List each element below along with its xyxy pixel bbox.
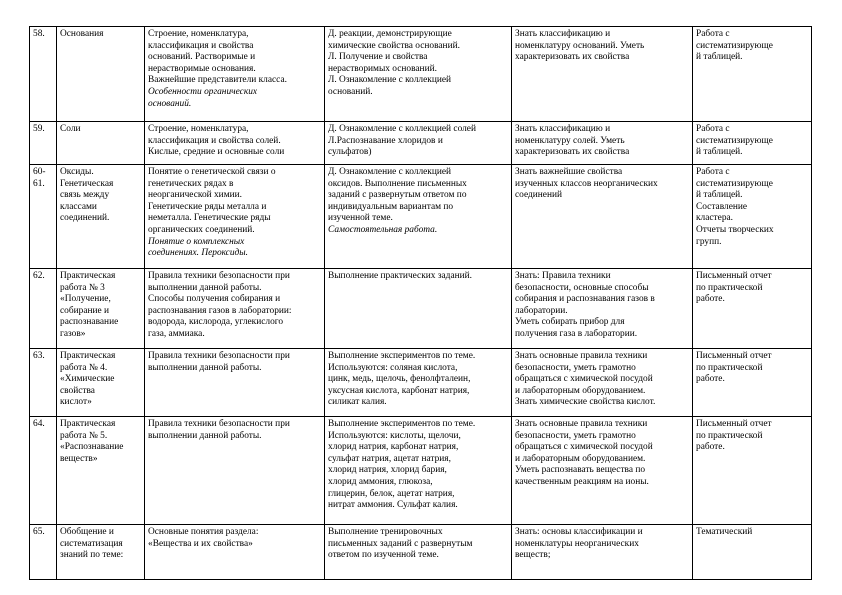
- control-form-cell: [693, 349, 812, 417]
- table-row: [30, 349, 812, 417]
- control-form-cell: [693, 27, 812, 122]
- lesson-content-line: Основные понятия раздела:: [148, 527, 259, 537]
- learning-requirements-line: Знать основные правила техники: [515, 419, 648, 429]
- lesson-activities-line: Используются: соляная кислота,: [328, 362, 458, 373]
- lesson-activities-line: Л. Ознакомление с коллекцией: [328, 75, 452, 86]
- lesson-topic-line: работа № 4.: [60, 362, 108, 373]
- lesson-activities-line: Л. Получение и свойства: [328, 52, 428, 63]
- lesson-content-cell: [145, 525, 325, 580]
- learning-requirements-line: Знать: основы классификации и: [515, 527, 643, 537]
- control-form-line: систематизирующе: [696, 135, 773, 146]
- table-row: [30, 417, 812, 525]
- lesson-content-line: оснований. Растворимые и: [148, 52, 256, 63]
- lesson-activities-line: индивидуальным вариантам по: [328, 201, 454, 212]
- lesson-activities-line: оснований.: [328, 86, 373, 97]
- learning-requirements-line: обращаться с химической посудой: [515, 374, 653, 385]
- lesson-topic-line: «Распознавание: [60, 442, 124, 453]
- learning-requirements-line: и лабораторным оборудованием.: [515, 453, 646, 464]
- lesson-content-line: Строение, номенклатура,: [148, 29, 249, 39]
- lesson-number-cell: [30, 269, 57, 349]
- lesson-topic-line: веществ»: [60, 453, 98, 464]
- lesson-plan-table: [29, 26, 812, 580]
- lesson-number-cell: [30, 122, 57, 165]
- control-form-line: по практической: [696, 282, 763, 293]
- lesson-activities-cell: [325, 269, 512, 349]
- table-row: [30, 165, 812, 269]
- lesson-number: 61.: [33, 178, 45, 189]
- lesson-topic-line: классами: [60, 201, 97, 212]
- control-form-cell: [693, 165, 812, 269]
- learning-requirements-line: изученных классов неорганических: [515, 178, 658, 189]
- lesson-content-cell: [145, 165, 325, 269]
- table-row: [30, 27, 812, 122]
- lesson-topic-line: Практическая: [60, 271, 116, 281]
- table-row: [30, 269, 812, 349]
- control-form-line: Составление: [696, 201, 748, 212]
- lesson-activities-line: нитрат аммония. Сульфат калия.: [328, 500, 458, 511]
- lesson-activities-line: оксидов. Выполнение письменных: [328, 178, 467, 189]
- control-form-line: Работа с: [696, 167, 730, 177]
- control-form-line: кластера.: [696, 213, 734, 224]
- control-form-cell: [693, 269, 812, 349]
- lesson-topic-line: «Получение,: [60, 294, 111, 305]
- learning-requirements-line: Знать основные правила техники: [515, 351, 648, 361]
- lesson-topic-line: собирание и: [60, 305, 110, 316]
- lesson-activities-line: изученной теме.: [328, 213, 393, 224]
- lesson-activities-line: уксусная кислота, карбонат натрия,: [328, 385, 470, 396]
- control-form-line: работе.: [696, 294, 725, 305]
- lesson-activities-line: цинк, медь, щелочь, фенолфталеин,: [328, 374, 471, 385]
- lesson-content-line: Правила техники безопасности при: [148, 271, 290, 281]
- learning-requirements-line: собирания и распознавания газов в: [515, 294, 655, 305]
- lesson-content-cell: [145, 417, 325, 525]
- learning-requirements-line: веществ;: [515, 550, 551, 561]
- lesson-activities-line: глицерин, белок, ацетат натрия,: [328, 488, 455, 499]
- lesson-content-cell: [145, 269, 325, 349]
- learning-requirements-line: получения газа в лаборатории.: [515, 328, 638, 339]
- control-form-line: систематизирующе: [696, 178, 773, 189]
- learning-requirements-line: Знать классификацию и: [515, 29, 611, 39]
- lesson-topic-line: связь между: [60, 190, 110, 201]
- lesson-topic-line: Обобщение и: [60, 527, 114, 537]
- learning-requirements-line: обращаться с химической посудой: [515, 442, 653, 453]
- lesson-number: 63.: [33, 351, 45, 361]
- control-form-line: работе.: [696, 442, 725, 453]
- lesson-topic-line: Основания: [60, 29, 104, 39]
- lesson-topic-line: систематизация: [60, 538, 123, 549]
- learning-requirements-cell: [512, 27, 693, 122]
- lesson-content-line: Строение, номенклатура,: [148, 124, 249, 134]
- table-row: [30, 122, 812, 165]
- lesson-content-line: Особенности органических: [148, 86, 258, 97]
- lesson-activities-line: хлорид натрия, карбонат натрия,: [328, 442, 459, 453]
- lesson-content-line: Понятие о комплексных: [148, 236, 245, 247]
- control-form-line: по практической: [696, 430, 763, 441]
- lesson-topic-line: газов»: [60, 328, 86, 339]
- lesson-activities-line: силикат калия.: [328, 397, 387, 408]
- learning-requirements-line: безопасности, уметь грамотно: [515, 430, 636, 441]
- learning-requirements-cell: [512, 417, 693, 525]
- learning-requirements-cell: [512, 525, 693, 580]
- lesson-activities-line: хлорид натрия, хлорид бария,: [328, 465, 447, 476]
- lesson-topic-line: знаний по теме:: [60, 550, 124, 561]
- learning-requirements-line: характеризовать их свойства: [515, 147, 630, 158]
- lesson-activities-line: Д. реакции, демонстрирующие: [328, 29, 452, 39]
- control-form-line: Отчеты творческих: [696, 224, 774, 235]
- lesson-number-cell: [30, 349, 57, 417]
- lesson-topic-line: соединений.: [60, 213, 110, 224]
- lesson-content-line: Понятие о генетической связи о: [148, 167, 276, 177]
- lesson-topic-cell: [57, 122, 145, 165]
- learning-requirements-line: безопасности, основные способы: [515, 282, 649, 293]
- learning-requirements-line: Знать классификацию и: [515, 124, 611, 134]
- lesson-topic-cell: [57, 417, 145, 525]
- lesson-activities-line: Выполнение практических заданий.: [328, 271, 473, 281]
- lesson-topic-cell: [57, 269, 145, 349]
- lesson-content-cell: [145, 27, 325, 122]
- lesson-content-cell: [145, 122, 325, 165]
- lesson-topic-line: Оксиды.: [60, 167, 94, 177]
- lesson-topic-line: работа № 5.: [60, 430, 108, 441]
- learning-requirements-line: характеризовать их свойства: [515, 52, 630, 63]
- lesson-activities-line: сульфатов): [328, 147, 372, 158]
- control-form-cell: [693, 122, 812, 165]
- lesson-topic-line: Практическая: [60, 419, 116, 429]
- control-form-line: систематизирующе: [696, 40, 773, 51]
- control-form-line: й таблицей.: [696, 190, 743, 201]
- lesson-topic-line: свойства: [60, 385, 95, 396]
- learning-requirements-line: Знать химические свойства кислот.: [515, 397, 656, 408]
- control-form-line: Письменный отчет: [696, 351, 772, 361]
- lesson-number: 64.: [33, 419, 45, 429]
- control-form-line: Тематический: [696, 527, 753, 537]
- lesson-topic-line: «Химические: [60, 374, 115, 385]
- learning-requirements-line: соединений: [515, 190, 563, 201]
- lesson-activities-cell: [325, 27, 512, 122]
- lesson-activities-line: Выполнение тренировочных: [328, 527, 443, 537]
- lesson-content-line: выполнении данной работы.: [148, 282, 262, 293]
- control-form-line: й таблицей.: [696, 147, 743, 158]
- lesson-content-line: классификация и свойства солей.: [148, 135, 281, 146]
- lesson-number-cell: [30, 417, 57, 525]
- lesson-activities-cell: [325, 349, 512, 417]
- control-form-line: Письменный отчет: [696, 271, 772, 281]
- lesson-activities-line: заданий с развернутым ответом по: [328, 190, 467, 201]
- lesson-topic-line: работа № 3: [60, 282, 105, 293]
- learning-requirements-cell: [512, 349, 693, 417]
- lesson-topic-cell: [57, 525, 145, 580]
- lesson-topic-line: Соли: [60, 124, 81, 134]
- learning-requirements-line: качественным реакциям на ионы.: [515, 476, 649, 487]
- learning-requirements-line: Знать важнейшие свойства: [515, 167, 623, 177]
- lesson-content-line: распознавания газов в лаборатории:: [148, 305, 292, 316]
- lesson-number-cell: [30, 27, 57, 122]
- lesson-activities-line: Выполнение экспериментов по теме.: [328, 419, 476, 429]
- learning-requirements-cell: [512, 122, 693, 165]
- lesson-activities-line: Д. Ознакомление с коллекцией солей: [328, 124, 476, 134]
- learning-requirements-cell: [512, 269, 693, 349]
- lesson-number-cell: [30, 525, 57, 580]
- learning-requirements-line: номенклатуры неорганических: [515, 538, 639, 549]
- lesson-topic-line: распознавание: [60, 317, 119, 328]
- learning-requirements-line: безопасности, уметь грамотно: [515, 362, 636, 373]
- learning-requirements-line: Знать: Правила техники: [515, 271, 611, 281]
- lesson-content-line: Способы получения собирания и: [148, 294, 281, 305]
- control-form-cell: [693, 525, 812, 580]
- learning-requirements-line: номенклатуру солей. Уметь: [515, 135, 625, 146]
- lesson-content-line: оснований.: [148, 98, 192, 109]
- lesson-activities-line: Выполнение экспериментов по теме.: [328, 351, 476, 361]
- lesson-activities-line: химические свойства оснований.: [328, 40, 460, 51]
- lesson-activities-line: сульфат натрия, ацетат натрия,: [328, 453, 451, 464]
- lesson-plan-body: [30, 27, 812, 580]
- lesson-activities-line: Д. Ознакомление с коллекцией: [328, 167, 452, 177]
- lesson-activities-cell: [325, 165, 512, 269]
- lesson-content-line: неорганической химии.: [148, 190, 243, 201]
- lesson-number: 60-: [33, 167, 46, 177]
- lesson-content-line: выполнении данной работы.: [148, 362, 262, 373]
- lesson-topic-line: кислот»: [60, 397, 92, 408]
- lesson-number: 62.: [33, 271, 45, 281]
- lesson-activities-cell: [325, 525, 512, 580]
- control-form-line: Письменный отчет: [696, 419, 772, 429]
- control-form-line: Работа с: [696, 124, 730, 134]
- lesson-number: 58.: [33, 29, 45, 39]
- table-row: [30, 525, 812, 580]
- lesson-content-line: водорода, кислорода, углекислого: [148, 317, 284, 328]
- lesson-content-line: классификация и свойства: [148, 40, 254, 51]
- lesson-content-line: «Вещества и их свойства»: [148, 538, 253, 549]
- lesson-number: 59.: [33, 124, 45, 134]
- lesson-content-line: соединениях. Пероксиды.: [148, 248, 248, 259]
- lesson-topic-cell: [57, 349, 145, 417]
- lesson-topic-cell: [57, 27, 145, 122]
- learning-requirements-line: Уметь собирать прибор для: [515, 317, 625, 328]
- lesson-content-cell: [145, 349, 325, 417]
- lesson-activities-line: Самостоятельная работа.: [328, 224, 438, 235]
- lesson-topic-line: Практическая: [60, 351, 116, 361]
- lesson-activities-line: ответом по изученной теме.: [328, 550, 439, 561]
- learning-requirements-cell: [512, 165, 693, 269]
- lesson-topic-cell: [57, 165, 145, 269]
- control-form-cell: [693, 417, 812, 525]
- lesson-content-line: генетических рядах в: [148, 178, 234, 189]
- lesson-content-line: Правила техники безопасности при: [148, 419, 290, 429]
- learning-requirements-line: Уметь распознавать вещества по: [515, 465, 646, 476]
- lesson-activities-cell: [325, 122, 512, 165]
- lesson-content-line: Правила техники безопасности при: [148, 351, 290, 361]
- lesson-activities-line: Л.Распознавание хлоридов и: [328, 135, 443, 146]
- control-form-line: Работа с: [696, 29, 730, 39]
- lesson-activities-cell: [325, 417, 512, 525]
- lesson-content-line: нерастворимые основания.: [148, 63, 256, 74]
- lesson-topic-line: Генетическая: [60, 178, 114, 189]
- lesson-number-cell: [30, 165, 57, 269]
- lesson-content-line: Важнейшие представители класса.: [148, 75, 287, 86]
- lesson-content-line: Генетические ряды металла и: [148, 201, 267, 212]
- lesson-content-line: газа, аммиака.: [148, 328, 205, 339]
- lesson-activities-line: письменных заданий с развернутым: [328, 538, 473, 549]
- control-form-line: групп.: [696, 236, 722, 247]
- lesson-content-line: Кислые, средние и основные соли: [148, 147, 285, 158]
- learning-requirements-line: и лабораторным оборудованием.: [515, 385, 646, 396]
- lesson-content-line: неметалла. Генетические ряды: [148, 213, 271, 224]
- lesson-content-line: выполнении данной работы.: [148, 430, 262, 441]
- lesson-activities-line: хлорид аммония, глюкоза,: [328, 476, 433, 487]
- lesson-content-line: органических соединений.: [148, 224, 255, 235]
- learning-requirements-line: номенклатуру оснований. Уметь: [515, 40, 645, 51]
- lesson-activities-line: Используются: кислоты, щелочи,: [328, 430, 461, 441]
- control-form-line: работе.: [696, 374, 725, 385]
- control-form-line: по практической: [696, 362, 763, 373]
- control-form-line: й таблицей.: [696, 52, 743, 63]
- lesson-activities-line: нерастворимых оснований.: [328, 63, 437, 74]
- lesson-number: 65.: [33, 527, 45, 537]
- learning-requirements-line: лаборатории.: [515, 305, 568, 316]
